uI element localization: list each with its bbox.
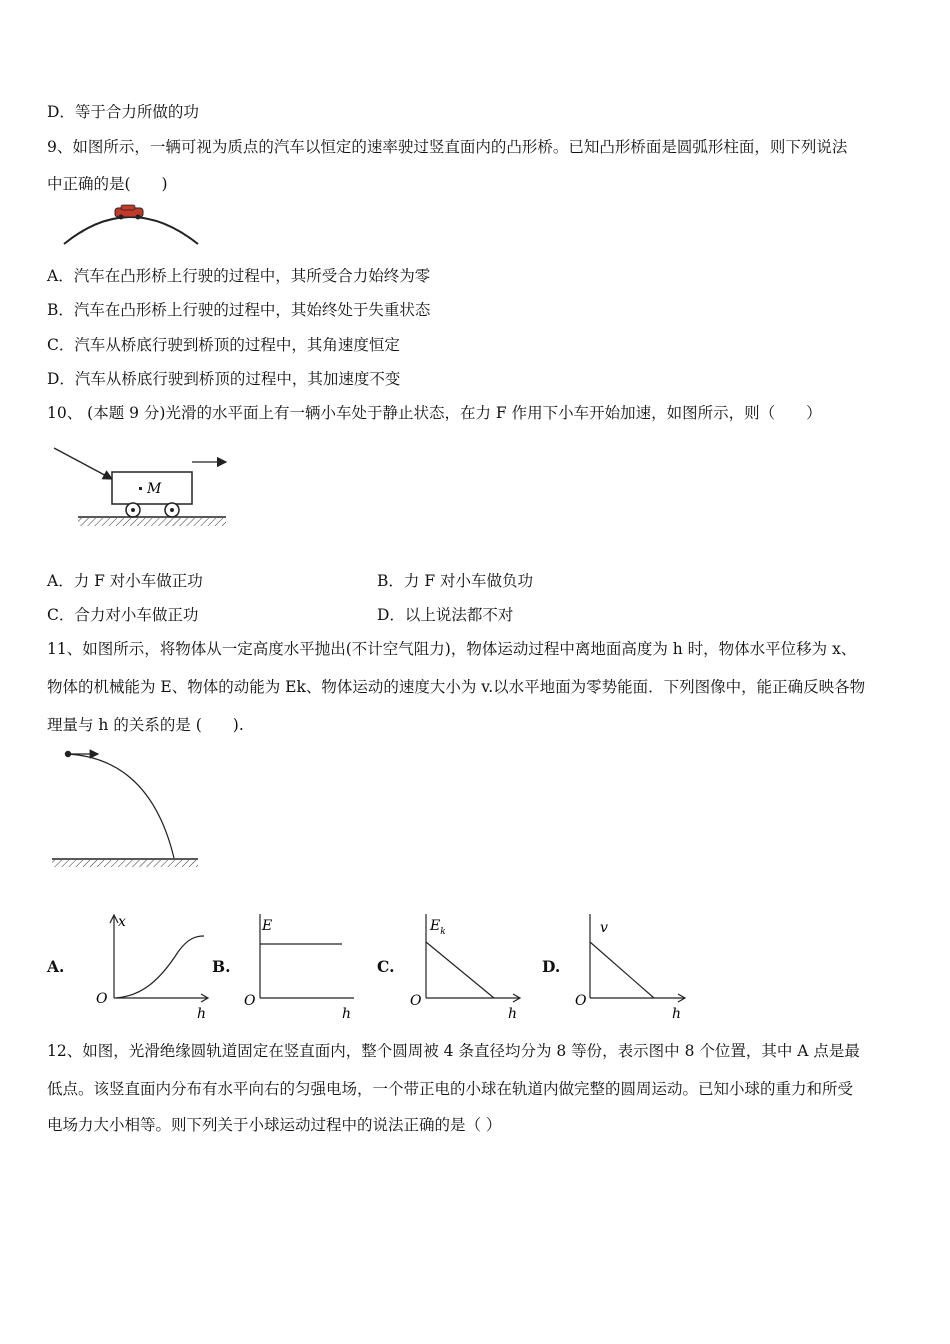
q9-stem-line2: 中正确的是( ): [47, 175, 168, 193]
q12-stem-line2: 低点。该竖直面内分布有水平向右的匀强电场，一个带正电的小球在轨道内做完整的圆周运动。已知小球的重力和所受: [47, 1080, 854, 1098]
graph-d-origin: O: [575, 993, 587, 1009]
q9-option-a: A．汽车在凸形桥上行驶的过程中，其所受合力始终为零: [47, 267, 431, 285]
q9-option-d: D．汽车从桥底行驶到桥顶的过程中，其加速度不变: [47, 370, 401, 388]
graph-b-origin: O: [244, 993, 256, 1009]
q11-stem-line1: 11、如图所示，将物体从一定高度水平抛出(不计空气阻力)，物体运动过程中离地面高度为 h 时，物体水平位移为 x、: [47, 640, 857, 658]
graph-b-x-label: h: [342, 1006, 352, 1022]
graph-a-label: A.: [47, 957, 65, 976]
graph-d: [572, 910, 692, 1025]
q10-stem: 10、 (本题 9 分)光滑的水平面上有一辆小车处于静止状态，在力 F 作用下小车开始加速，如图所示，则（ ）: [47, 404, 822, 422]
graph-d-x-label: h: [672, 1006, 682, 1022]
graph-a-curve: [116, 936, 204, 998]
q10-option-b: B．力 F 对小车做负功: [377, 572, 533, 590]
graph-c: [406, 910, 526, 1025]
graph-d-line: [590, 942, 654, 998]
graph-c-line: [426, 942, 494, 998]
q10-option-a: A．力 F 对小车做正功: [47, 572, 203, 590]
car-icon: [115, 205, 143, 220]
q9-stem-line1: 9、如图所示，一辆可视为质点的汽车以恒定的速率驶过竖直面内的凸形桥。已知凸形桥面是圆弧形柱面，则下列说法: [47, 138, 848, 156]
convex-bridge-figure: [58, 200, 208, 252]
graph-c-label: C.: [377, 957, 395, 976]
q11-stem-line2: 物体的机械能为 E、物体的动能为 Ek、物体运动的速度大小为 v.以水平地面为零势能面．下列图像中，能正确反映各物: [47, 678, 866, 696]
graph-d-y-label: v: [600, 920, 608, 936]
graph-d-label: D.: [542, 957, 561, 976]
projectile-figure: [50, 744, 205, 870]
graph-b-y-label: E: [262, 918, 273, 934]
graph-c-origin: O: [410, 993, 422, 1009]
graph-a-origin: O: [96, 991, 108, 1007]
q10-option-c: C．合力对小车做正功: [47, 606, 199, 624]
q11-stem-line3: 理量与 h 的关系的是 ( ).: [47, 716, 244, 734]
graph-c-x-label: h: [508, 1006, 518, 1022]
cart-figure: [50, 436, 235, 534]
q12-stem-line3: 电场力大小相等。则下列关于小球运动过程中的说法正确的是（ ）: [47, 1116, 502, 1134]
graph-a-x-label: h: [197, 1006, 207, 1022]
graph-a-y-label: x: [118, 914, 126, 930]
q9-option-b: B．汽车在凸形桥上行驶的过程中，其始终处于失重状态: [47, 301, 431, 319]
q10-option-d: D．以上说法都不对: [377, 606, 514, 624]
cart-mass-label: M: [147, 481, 162, 497]
q9-option-c: C．汽车从桥底行驶到桥顶的过程中，其角速度恒定: [47, 336, 400, 354]
graph-a: [92, 910, 212, 1025]
graph-b: [240, 910, 360, 1025]
graph-c-y-label: $E_k$: [430, 918, 446, 937]
q12-stem-line1: 12、如图，光滑绝缘圆轨道固定在竖直面内，整个圆周被 4 条直径均分为 8 等份，表示图中 8 个位置，其中 A 点是最: [47, 1042, 860, 1060]
q8-option-d: D．等于合力所做的功: [47, 103, 199, 121]
graph-b-label: B.: [212, 957, 231, 976]
